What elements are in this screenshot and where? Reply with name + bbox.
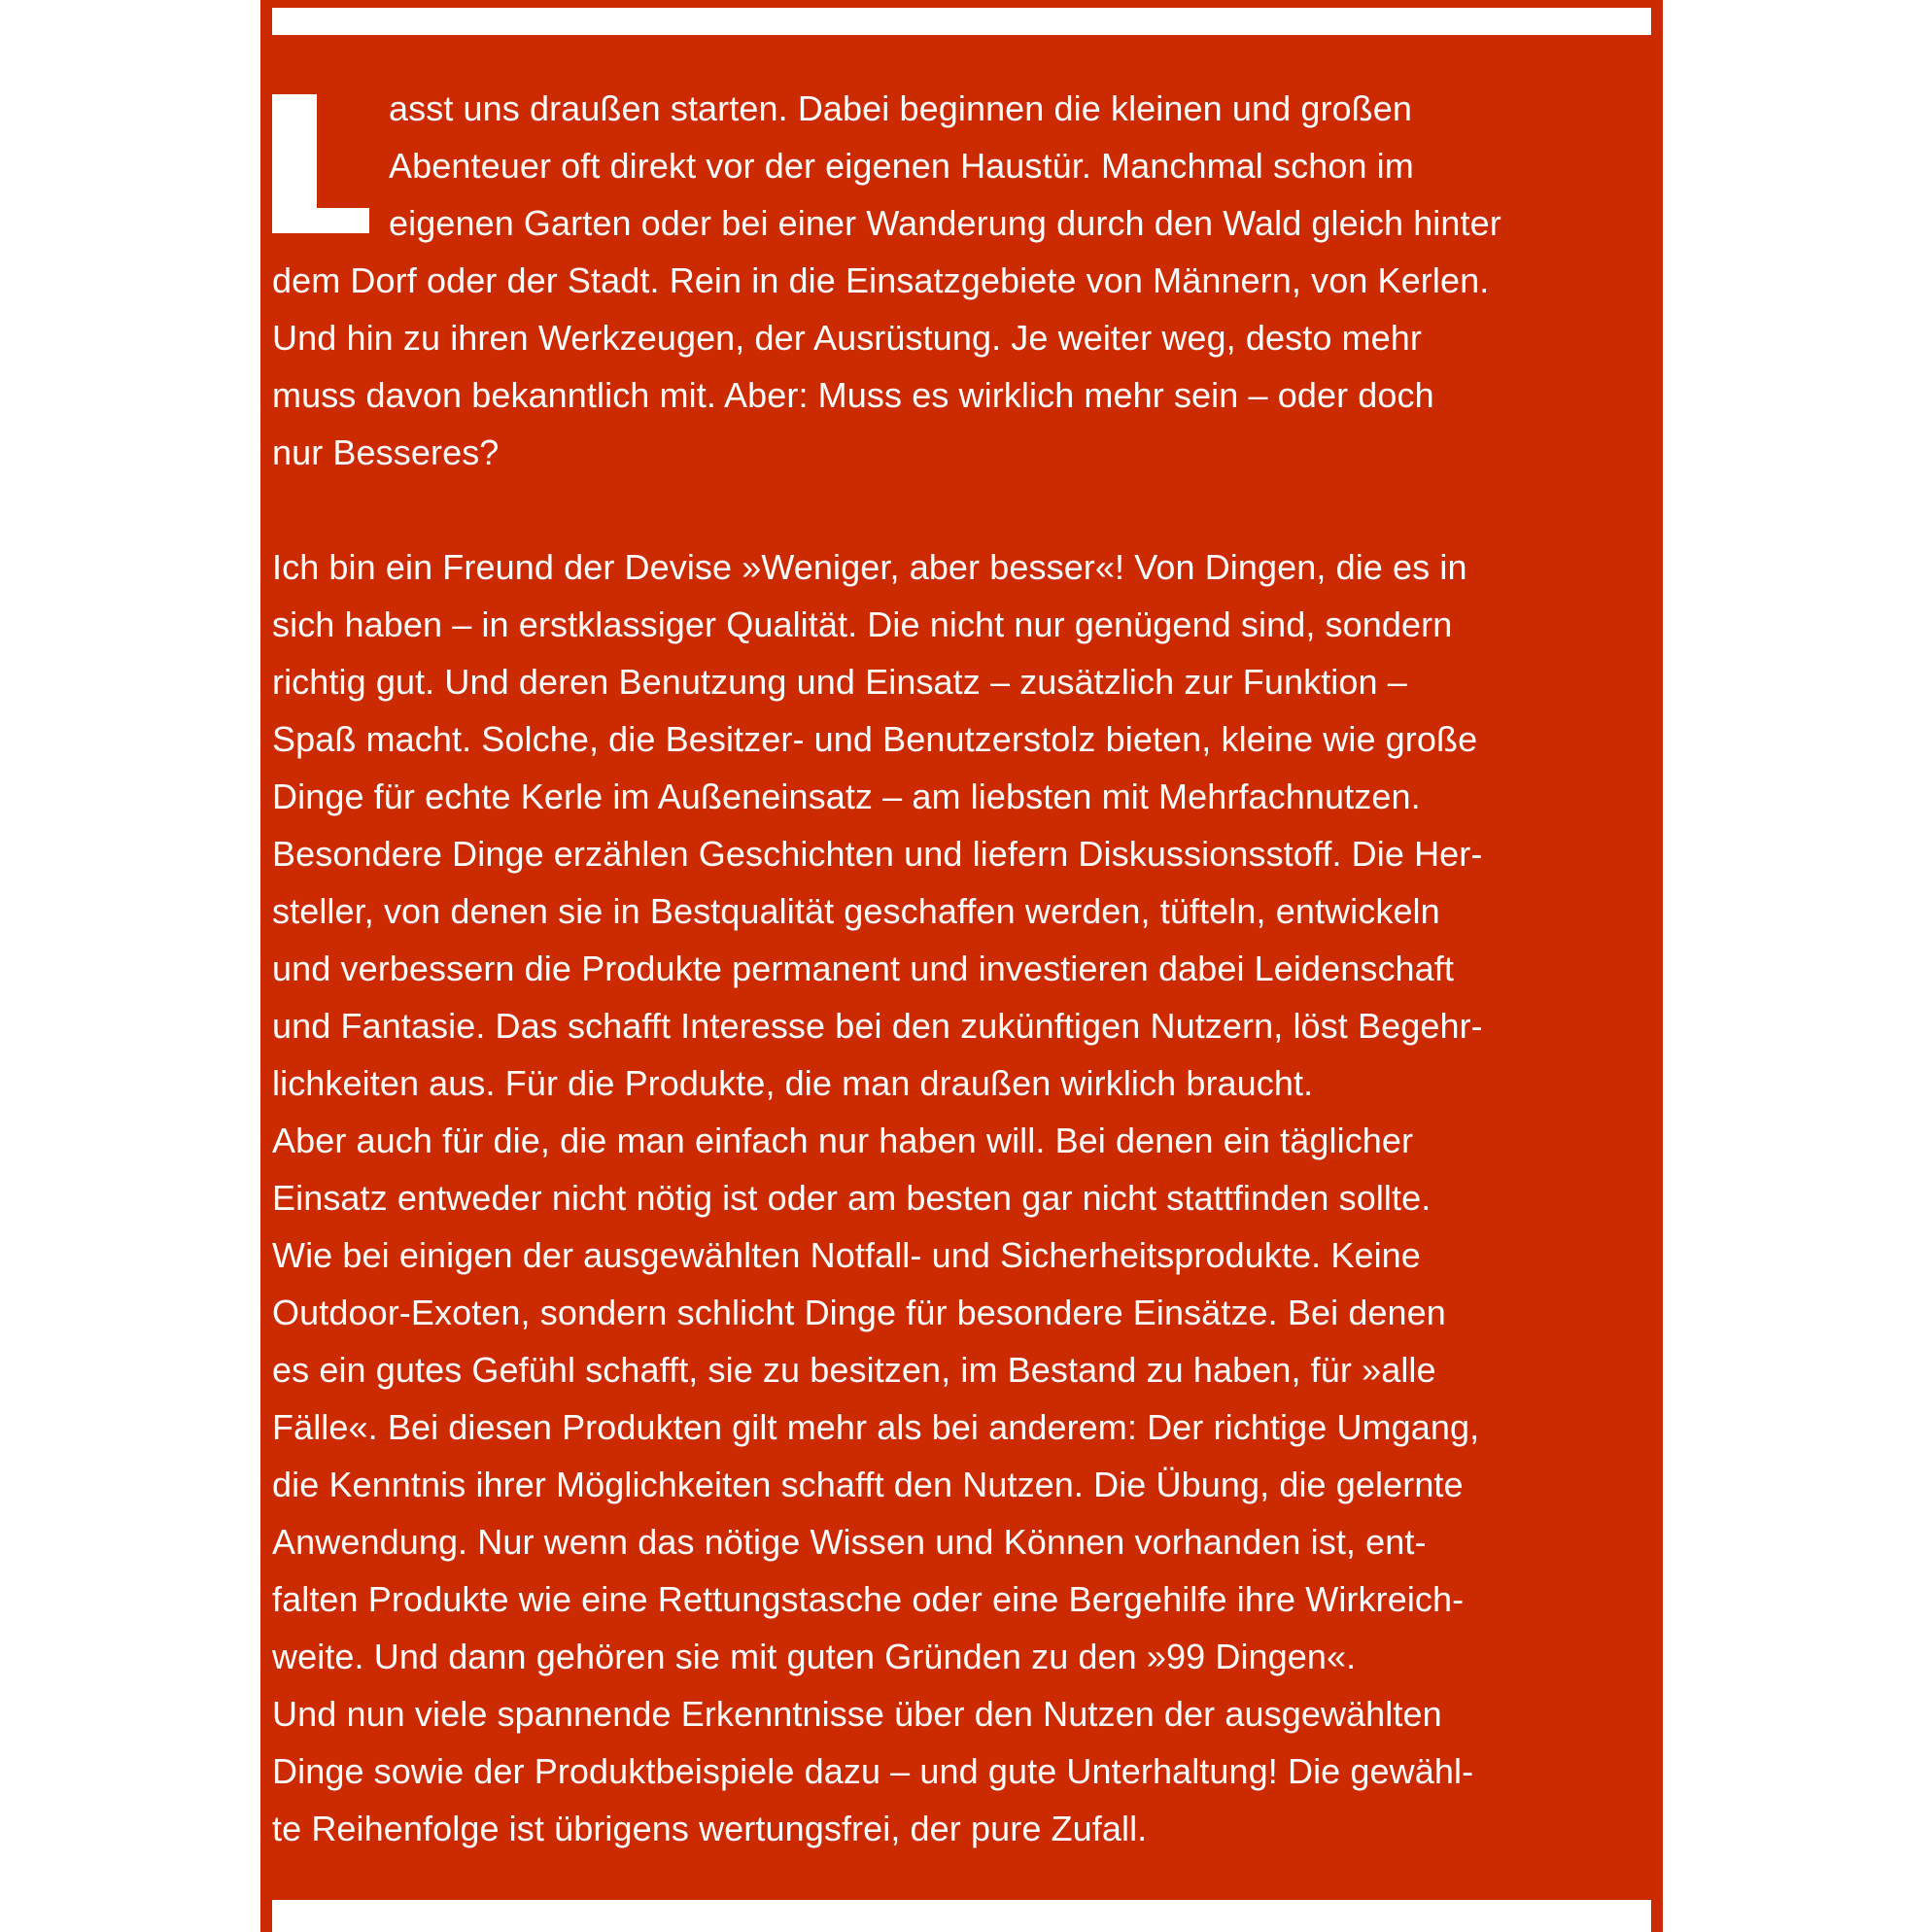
bottom-white-bar — [272, 1900, 1651, 1932]
text-line: Besondere Dinge erzählen Geschichten und liefern Diskussionsstoff. Die Her- — [272, 834, 1483, 874]
text-line: Abenteuer oft direkt vor der eigenen Haustür. Manchmal schon im — [389, 146, 1414, 186]
text-line: Ich bin ein Freund der Devise »Weniger, aber besser«! Von Dingen, die es in — [272, 547, 1467, 587]
text-line: und Fantasie. Das schafft Interesse bei den zukünftigen Nutzern, löst Begehr- — [272, 1006, 1483, 1046]
text-line: Einsatz entweder nicht nötig ist oder am besten gar nicht stattfinden sollte. — [272, 1178, 1432, 1218]
text-line: Und hin zu ihren Werkzeugen, der Ausrüstung. Je weiter weg, desto mehr — [272, 318, 1422, 358]
text-line: weite. Und dann gehören sie mit guten Gründen zu den »99 Dingen«. — [272, 1637, 1357, 1676]
text-line: eigenen Garten oder bei einer Wanderung durch den Wald gleich hinter — [389, 203, 1501, 243]
text-line: Und nun viele spannende Erkenntnisse über den Nutzen der ausgewählten — [272, 1694, 1442, 1734]
text-line: es ein gutes Gefühl schafft, sie zu besitzen, im Bestand zu haben, für »alle — [272, 1350, 1436, 1390]
text-line: Outdoor-Exoten, sondern schlicht Dinge für besondere Einsätze. Bei denen — [272, 1293, 1446, 1332]
text-line: Anwendung. Nur wenn das nötige Wissen und Können vorhanden ist, ent- — [272, 1522, 1427, 1562]
text-line: die Kenntnis ihrer Möglichkeiten schafft den Nutzen. Die Übung, die gelernte — [272, 1465, 1464, 1504]
text-line: Aber auch für die, die man einfach nur haben will. Bei denen ein täglicher — [272, 1121, 1414, 1160]
text-line: steller, von denen sie in Bestqualität geschaffen werden, tüfteln, entwickeln — [272, 891, 1440, 931]
book-page — [260, 0, 1663, 1932]
text-line: muss davon bekanntlich mit. Aber: Muss es wirklich mehr sein – oder doch — [272, 375, 1434, 415]
text-line: Dinge sowie der Produktbeispiele dazu – und gute Unterhaltung! Die gewähl- — [272, 1751, 1474, 1791]
text-line: dem Dorf oder der Stadt. Rein in die Einsatzgebiete von Männern, von Kerlen. — [272, 260, 1490, 300]
body-text — [272, 80, 1652, 1857]
text-line: Spaß macht. Solche, die Besitzer- und Benutzerstolz bieten, kleine wie große — [272, 719, 1478, 759]
paragraph-2 — [272, 538, 1652, 1857]
paragraph-gap — [272, 481, 1652, 538]
text-line: Fälle«. Bei diesen Produkten gilt mehr als bei anderem: Der richtige Umgang, — [272, 1407, 1480, 1447]
text-line: te Reihenfolge ist übrigens wertungsfrei, der pure Zufall. — [272, 1809, 1148, 1848]
text-line: richtig gut. Und deren Benutzung und Einsatz – zusätzlich zur Funktion – — [272, 662, 1407, 702]
top-white-bar — [272, 8, 1651, 35]
text-line: asst uns draußen starten. Dabei beginnen die kleinen und großen — [389, 88, 1412, 128]
text-line: nur Besseres? — [272, 432, 500, 472]
text-line: und verbessern die Produkte permanent und investieren dabei Leidenschaft — [272, 949, 1454, 988]
text-line: falten Produkte wie eine Rettungstasche oder eine Bergehilfe ihre Wirkreich- — [272, 1579, 1465, 1619]
text-line: sich haben – in erstklassiger Qualität. Die nicht nur genügend sind, sondern — [272, 604, 1453, 644]
text-line: Wie bei einigen der ausgewählten Notfall- und Sicherheitsprodukte. Keine — [272, 1235, 1421, 1275]
paragraph-1 — [272, 80, 1652, 481]
text-line: Dinge für echte Kerle im Außeneinsatz – am liebsten mit Mehrfachnutzen. — [272, 776, 1421, 816]
text-line: lichkeiten aus. Für die Produkte, die man draußen wirklich braucht. — [272, 1063, 1314, 1103]
